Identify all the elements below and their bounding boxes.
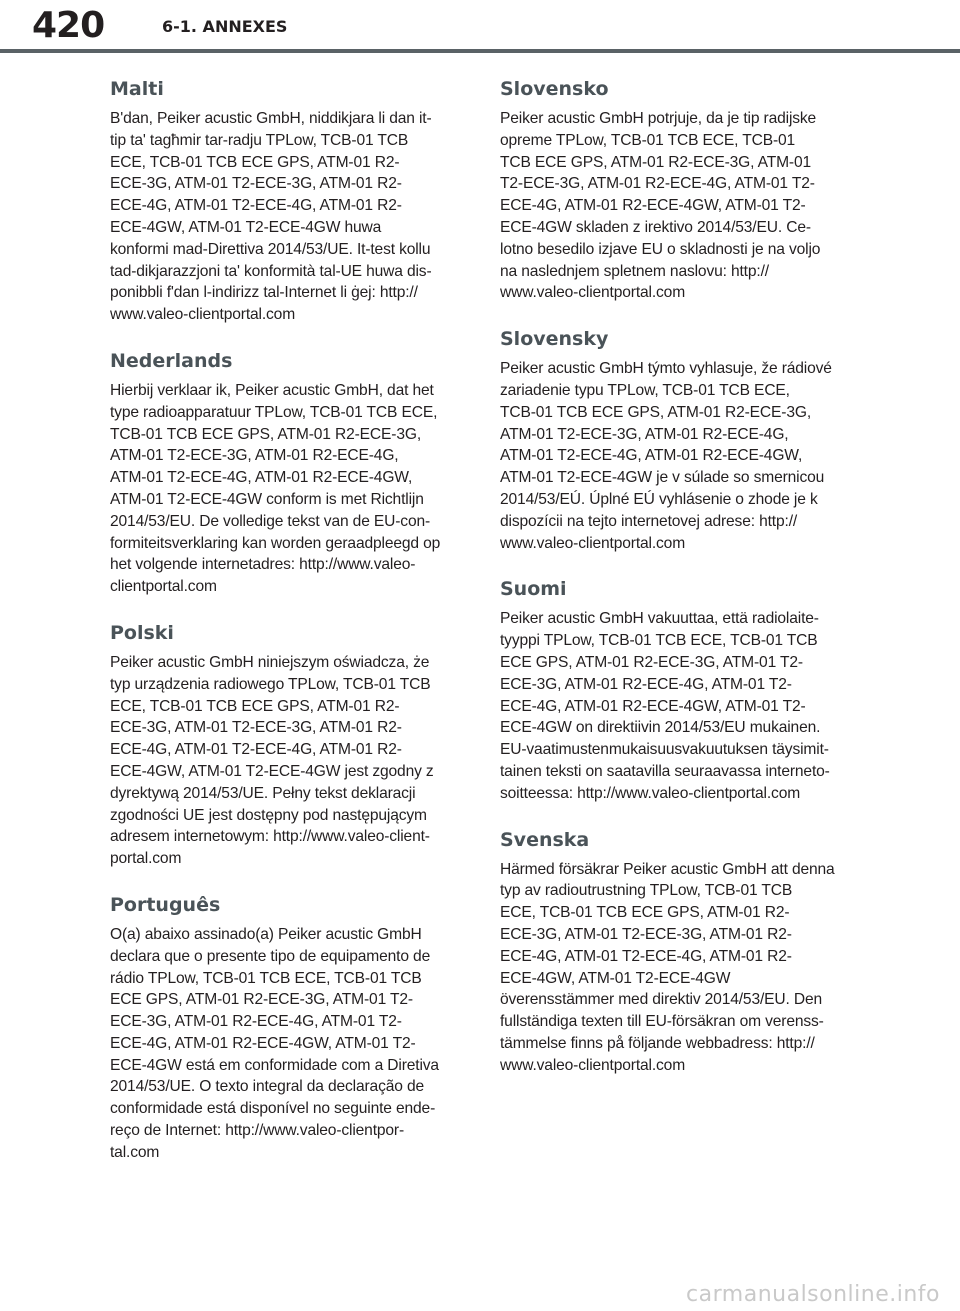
- text-line: T2-ECE-3G, ATM-01 R2-ECE-4G, ATM-01 T2-: [500, 175, 815, 193]
- text-line: zariadenie typu TPLow, TCB-01 TCB ECE,: [500, 381, 790, 399]
- text-line: www.valeo-clientportal.com: [110, 306, 296, 324]
- text-line: tal.com: [110, 1143, 160, 1161]
- text-line: Peiker acustic GmbH týmto vyhlasuje, že rádiové: [500, 360, 832, 378]
- text-line: www.valeo-clientportal.com: [500, 1056, 686, 1074]
- text-line: fullständiga texten till EU-försäkran om verenss-: [500, 1013, 824, 1031]
- text-line: ECE-4GW está em conformidade com a Diretiva: [110, 1056, 439, 1074]
- text-line: formiteitsverklaring kan worden geraadpleegd op: [110, 534, 441, 552]
- text-line: dispozícii na tejto internetovej adrese: http://: [500, 512, 798, 530]
- text-line: na naslednjem spletnem naslovu: http://: [500, 262, 769, 280]
- text-line: ECE, TCB-01 TCB ECE GPS, ATM-01 R2-: [110, 153, 400, 171]
- declaration-text: [500, 358, 852, 554]
- text-line: lotno besedilo izjave EU o skladnosti je na voljo: [500, 240, 821, 258]
- text-line: TCB-01 TCB ECE GPS, ATM-01 R2-ECE-3G,: [500, 403, 812, 421]
- page-number: 420: [32, 5, 105, 46]
- text-line: tämmelse finns på följande webbadress: http://: [500, 1034, 815, 1052]
- text-line: ECE-4GW skladen z irektivo 2014/53/EU. Ce-: [500, 218, 811, 236]
- text-line: ECE-4G, ATM-01 T2-ECE-4G, ATM-01 R2-: [500, 947, 792, 965]
- declaration-text: [110, 380, 462, 598]
- text-line: conformidade está disponível no seguinte ende-: [110, 1100, 436, 1118]
- text-line: ECE, TCB-01 TCB ECE GPS, ATM-01 R2-: [110, 697, 400, 715]
- text-line: 2014/53/EÚ. Úplné EÚ vyhlásenie o zhode je k: [500, 490, 818, 508]
- section-title: 6-1. ANNEXES: [162, 17, 288, 36]
- text-line: ECE-4G, ATM-01 T2-ECE-4G, ATM-01 R2-: [110, 197, 402, 215]
- text-line: opreme TPLow, TCB-01 TCB ECE, TCB-01: [500, 131, 796, 149]
- language-section-malti: [110, 76, 462, 326]
- text-line: överensstämmer med direktiv 2014/53/EU. Den: [500, 991, 823, 1009]
- text-line: soitteessa: http://www.valeo-clientportal.com: [500, 784, 801, 802]
- text-line: ECE, TCB-01 TCB ECE GPS, ATM-01 R2-: [500, 904, 790, 922]
- text-line: 2014/53/EU. De volledige tekst van de EU-con-: [110, 512, 431, 530]
- declaration-text: [500, 859, 852, 1077]
- right-column: [500, 76, 852, 1098]
- language-heading: Malti: [110, 78, 164, 100]
- text-line: tyyppi TPLow, TCB-01 TCB ECE, TCB-01 TCB: [500, 632, 818, 650]
- text-line: ATM-01 T2-ECE-4GW je v súlade so smernicou: [500, 469, 825, 487]
- text-line: ECE GPS, ATM-01 R2-ECE-3G, ATM-01 T2-: [500, 653, 803, 671]
- text-line: ECE-4G, ATM-01 R2-ECE-4GW, ATM-01 T2-: [500, 697, 806, 715]
- text-line: 2014/53/UE. O texto integral da declaração de: [110, 1078, 424, 1096]
- text-line: ECE GPS, ATM-01 R2-ECE-3G, ATM-01 T2-: [110, 991, 413, 1009]
- text-line: ECE-3G, ATM-01 T2-ECE-3G, ATM-01 R2-: [110, 719, 402, 737]
- text-line: ECE-3G, ATM-01 T2-ECE-3G, ATM-01 R2-: [110, 175, 402, 193]
- text-line: ECE-4GW on direktiivin 2014/53/EU mukainen.: [500, 719, 821, 737]
- language-section-slovensko: [500, 76, 852, 304]
- text-line: ECE-3G, ATM-01 T2-ECE-3G, ATM-01 R2-: [500, 925, 792, 943]
- text-line: ATM-01 T2-ECE-4G, ATM-01 R2-ECE-4GW,: [500, 447, 803, 465]
- text-line: ECE-4G, ATM-01 R2-ECE-4GW, ATM-01 T2-: [110, 1034, 416, 1052]
- text-line: type radioapparatuur TPLow, TCB-01 TCB ECE,: [110, 403, 438, 421]
- text-line: rádio TPLow, TCB-01 TCB ECE, TCB-01 TCB: [110, 969, 422, 987]
- text-line: clientportal.com: [110, 578, 217, 596]
- watermark: carmanualsonline.info: [686, 1282, 940, 1307]
- text-line: adresem internetowym: http://www.valeo-client-: [110, 828, 430, 846]
- declaration-text: [110, 652, 462, 870]
- header-divider: [0, 49, 960, 53]
- text-line: reço de Internet: http://www.valeo-clientpor-: [110, 1122, 405, 1140]
- text-line: Härmed försäkrar Peiker acustic GmbH att denna: [500, 860, 835, 878]
- text-line: B'dan, Peiker acustic GmbH, niddikjara li dan it-: [110, 110, 432, 127]
- text-line: www.valeo-clientportal.com: [500, 534, 686, 552]
- text-line: ECE-3G, ATM-01 R2-ECE-4G, ATM-01 T2-: [500, 675, 792, 693]
- text-line: typ urządzenia radiowego TPLow, TCB-01 TCB: [110, 675, 431, 693]
- declaration-text: [110, 108, 462, 326]
- language-heading: Polski: [110, 621, 174, 644]
- text-line: konformi mad-Direttiva 2014/53/UE. It-test kollu: [110, 240, 431, 258]
- declaration-text: [500, 608, 852, 804]
- text-line: ATM-01 T2-ECE-4G, ATM-01 R2-ECE-4GW,: [110, 469, 413, 487]
- text-line: ECE-4G, ATM-01 T2-ECE-4G, ATM-01 R2-: [110, 741, 402, 759]
- text-line: ponibbli f'dan l-indirizz tal-Internet li ġej: http://: [110, 284, 418, 302]
- text-line: ATM-01 T2-ECE-3G, ATM-01 R2-ECE-4G,: [110, 447, 399, 465]
- language-section-português: [110, 892, 462, 1164]
- text-line: ECE-4GW, ATM-01 T2-ECE-4GW: [500, 969, 731, 987]
- text-line: TCB ECE GPS, ATM-01 R2-ECE-3G, ATM-01: [500, 153, 812, 171]
- language-heading: Slovensky: [500, 328, 609, 351]
- text-line: Peiker acustic GmbH niniejszym oświadcza, że: [110, 653, 430, 671]
- text-line: zgodności UE jest dostępny pod następującym: [110, 806, 427, 824]
- language-section-nederlands: [110, 348, 462, 598]
- language-section-suomi: [500, 576, 852, 804]
- text-line: ATM-01 T2-ECE-3G, ATM-01 R2-ECE-4G,: [500, 425, 789, 443]
- declaration-text: [110, 924, 462, 1164]
- text-line: declara que o presente tipo de equipamento de: [110, 947, 431, 965]
- text-line: Peiker acustic GmbH vakuuttaa, että radiolaite-: [500, 610, 819, 628]
- language-heading: Nederlands: [110, 349, 233, 372]
- text-line: ECE-4GW, ATM-01 T2-ECE-4GW jest zgodny z: [110, 762, 434, 780]
- text-line: portal.com: [110, 850, 182, 868]
- text-line: het volgende internetadres: http://www.valeo-: [110, 556, 416, 574]
- text-line: Hierbij verklaar ik, Peiker acustic GmbH, dat het: [110, 381, 434, 399]
- text-line: EU-vaatimustenmukaisuusvakuutuksen täysimit-: [500, 741, 829, 759]
- text-line: dyrektywą 2014/53/UE. Pełny tekst deklaracji: [110, 784, 416, 802]
- language-heading: Suomi: [500, 578, 567, 601]
- language-heading: Svenska: [500, 828, 590, 851]
- text-line: TCB-01 TCB ECE GPS, ATM-01 R2-ECE-3G,: [110, 425, 422, 443]
- text-line: typ av radioutrustning TPLow, TCB-01 TCB: [500, 882, 793, 900]
- language-section-slovensky: [500, 326, 852, 554]
- text-line: www.valeo-clientportal.com: [500, 284, 686, 302]
- language-heading: Slovensko: [500, 78, 609, 100]
- language-section-svenska: [500, 827, 852, 1077]
- text-line: ECE-3G, ATM-01 R2-ECE-4G, ATM-01 T2-: [110, 1013, 402, 1031]
- text-line: O(a) abaixo assinado(a) Peiker acustic GmbH: [110, 925, 422, 943]
- text-line: tainen teksti on saatavilla seuraavassa interneto-: [500, 762, 830, 780]
- text-line: ATM-01 T2-ECE-4GW conform is met Richtlijn: [110, 490, 424, 508]
- left-column: [110, 76, 462, 1186]
- declaration-text: [500, 108, 852, 304]
- text-line: ECE-4G, ATM-01 R2-ECE-4GW, ATM-01 T2-: [500, 197, 806, 215]
- text-line: Peiker acustic GmbH potrjuje, da je tip radijske: [500, 110, 817, 127]
- text-line: tad-dikjarazzjoni ta' konformità tal-UE huwa dis-: [110, 262, 432, 280]
- text-line: ECE-4GW, ATM-01 T2-ECE-4GW huwa: [110, 218, 382, 236]
- language-heading: Português: [110, 893, 221, 916]
- text-line: tip ta' tagħmir tar-radju TPLow, TCB-01 TCB: [110, 131, 409, 149]
- language-section-polski: [110, 620, 462, 870]
- page-header: [0, 0, 960, 58]
